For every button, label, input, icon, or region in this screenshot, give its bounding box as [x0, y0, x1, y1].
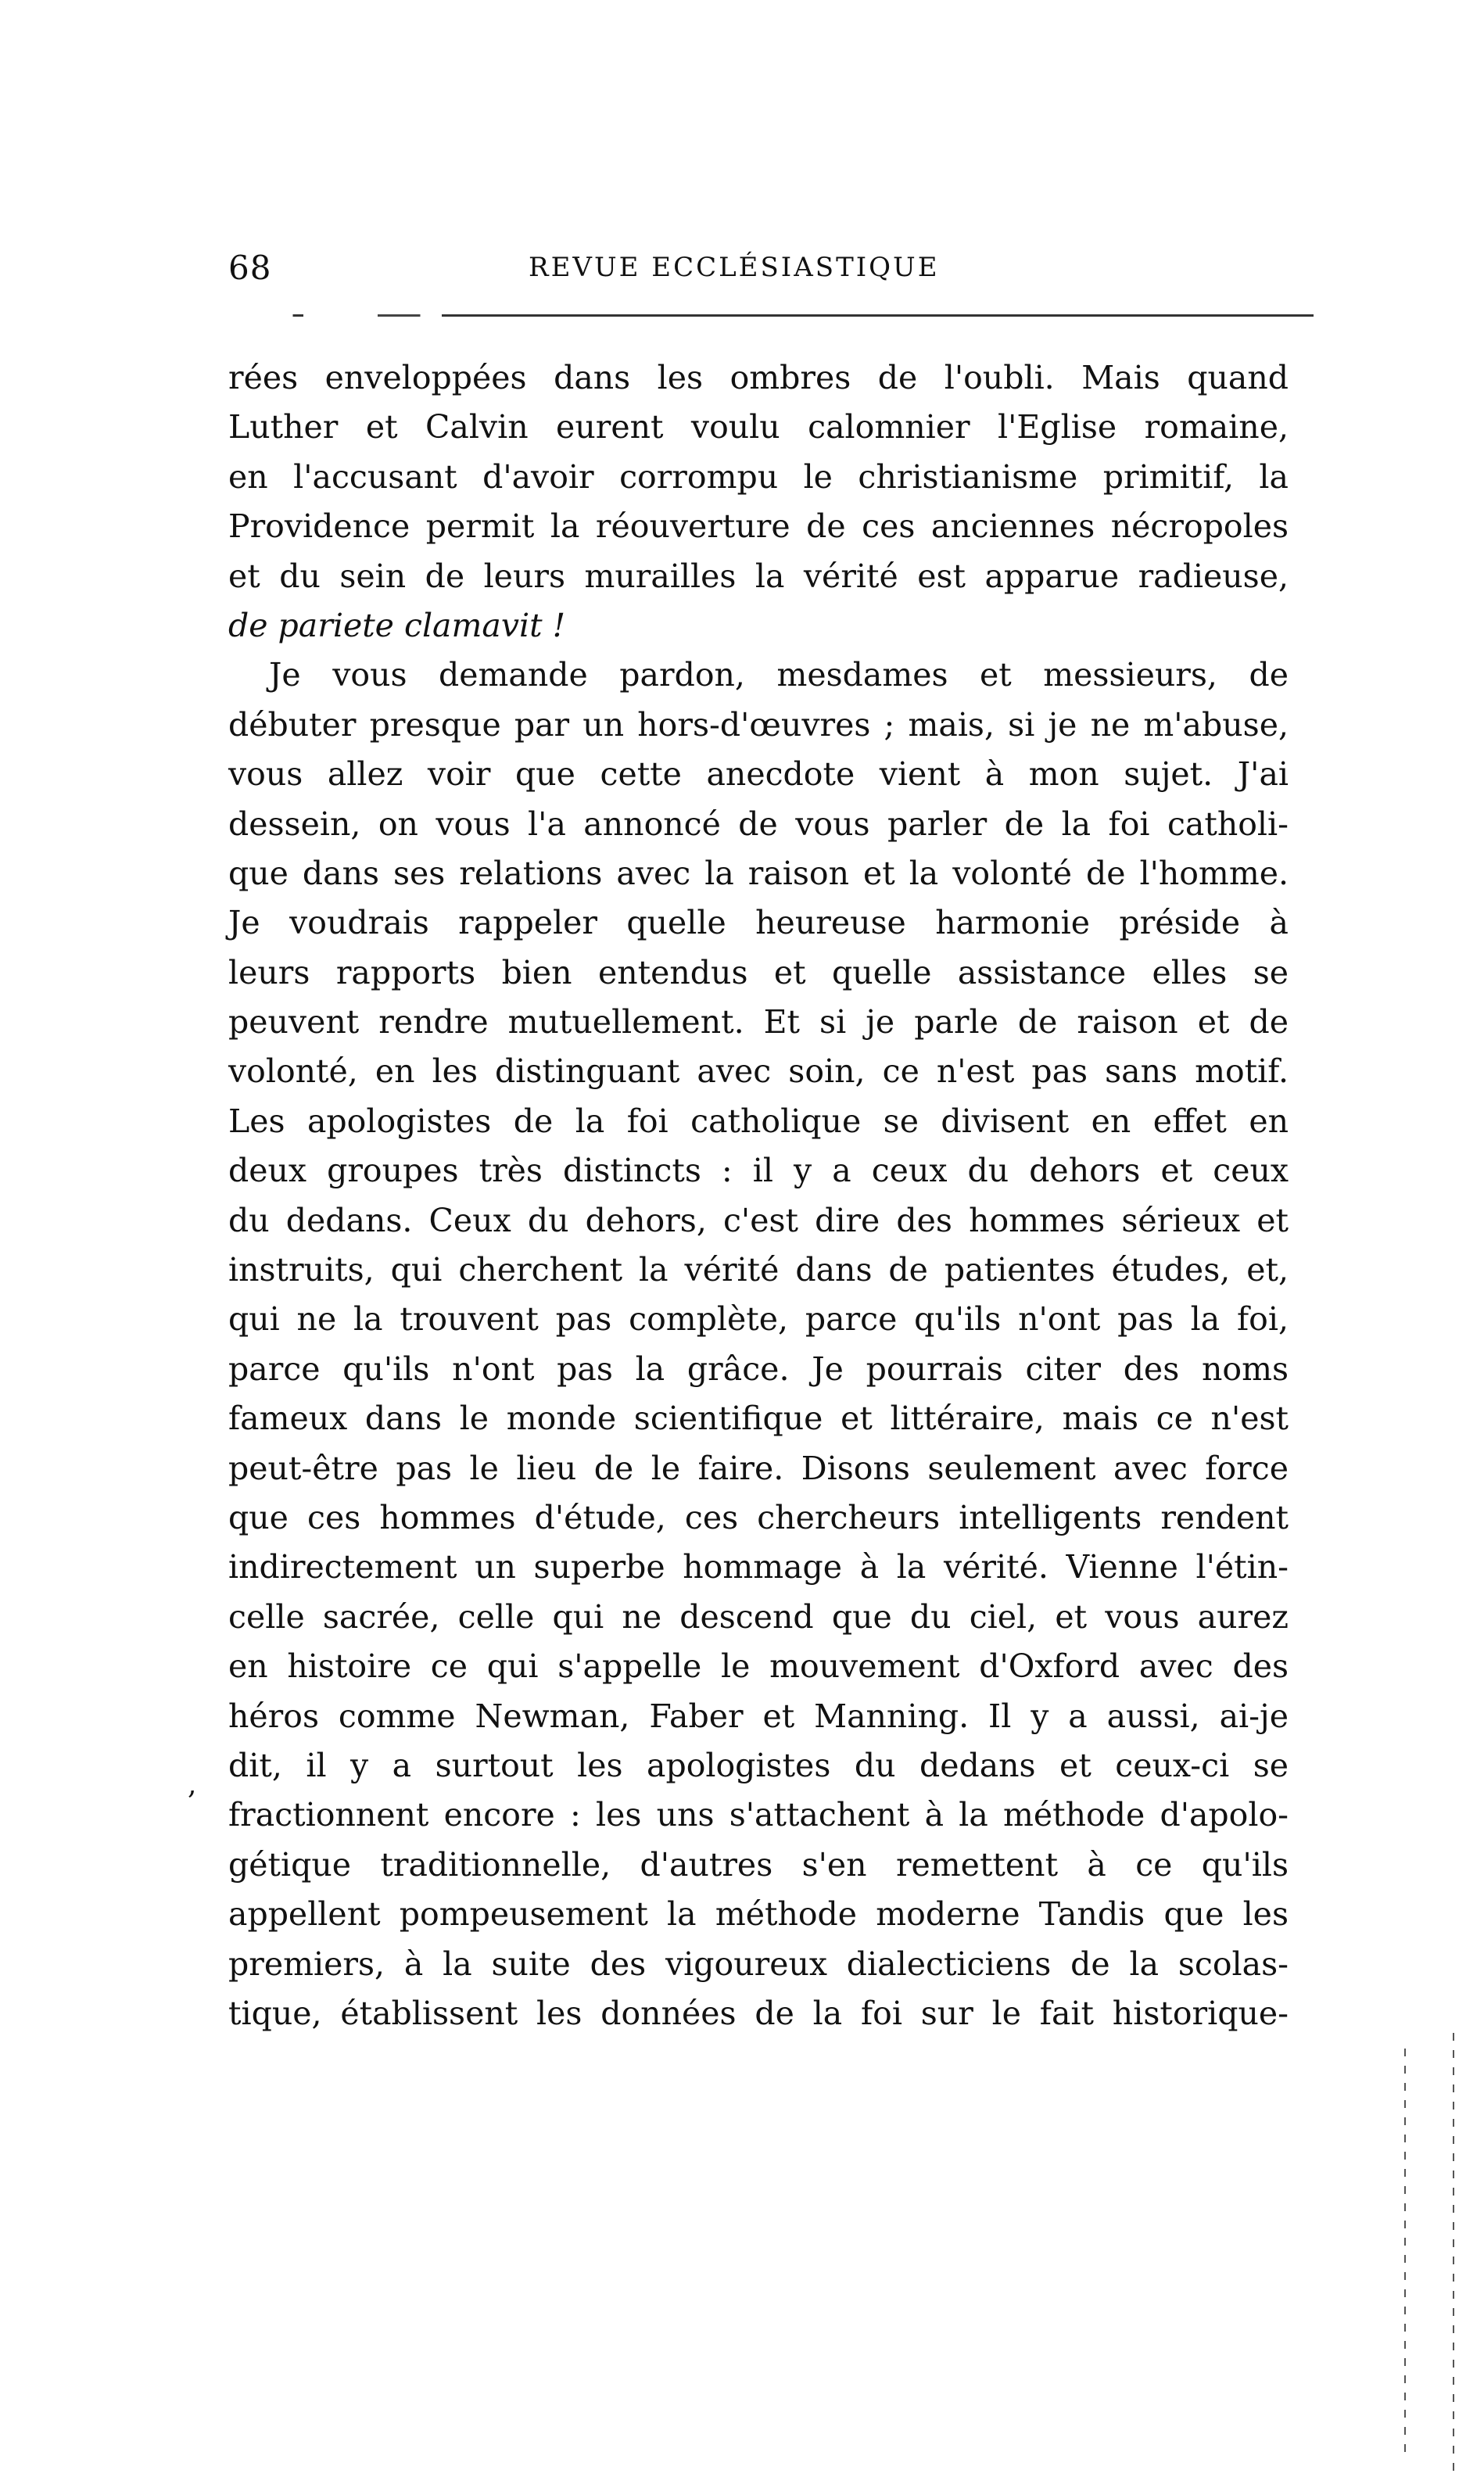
text-line: celle sacrée, celle qui ne descend que du ciel, et vous aurez [228, 1597, 1289, 1636]
binding-gutter-mark [1453, 2033, 1454, 2471]
text-line: indirectement un superbe hommage à la vérité. Vienne l'étin- [228, 1548, 1289, 1586]
text-line: que ces hommes d'étude, ces chercheurs intelligents rendent [228, 1498, 1289, 1536]
text-line: en l'accusant d'avoir corrompu le christianisme primitif, la [228, 457, 1289, 496]
text-line: leurs rapports bien entendus et quelle assistance elles se [228, 953, 1289, 991]
text-line: Providence permit la réouverture de ces anciennes nécropoles [228, 507, 1289, 546]
text-line: Je voudrais rappeler quelle heureuse harmonie préside à [228, 904, 1289, 942]
text-line: que dans ses relations avec la raison et la volonté de l'homme. [228, 854, 1289, 892]
text-line: tique, établissent les données de la foi sur le fait historique- [228, 1994, 1289, 2032]
text-line: dessein, on vous l'a annoncé de vous parler de la foi catholi- [228, 805, 1289, 843]
text-line: Luther et Calvin eurent voulu calomnier l'Eglise romaine, [228, 408, 1289, 446]
body-text [228, 353, 1289, 2038]
text-line: dit, il y a surtout les apologistes du dedans et ceux-ci se [228, 1746, 1289, 1784]
text-line: de pariete clamavit ! [228, 606, 566, 644]
text-line: instruits, qui cherchent la vérité dans de patientes études, et, [228, 1251, 1289, 1289]
header-rule [250, 314, 1314, 317]
text-line: vous allez voir que cette anecdote vient à mon sujet. J'ai [228, 755, 1289, 794]
text-line: peuvent rendre mutuellement. Et si je parle de raison et de [228, 1003, 1289, 1041]
text-line: et du sein de leurs murailles la vérité est apparue radieuse, [228, 557, 1289, 595]
text-line: en histoire ce qui s'appelle le mouvement d'Oxford avec des [228, 1647, 1289, 1686]
text-line: qui ne la trouvent pas complète, parce qu'ils n'ont pas la foi, [228, 1300, 1289, 1339]
text-line: parce qu'ils n'ont pas la grâce. Je pourrais citer des noms [228, 1350, 1289, 1388]
text-line: appellent pompeusement la méthode moderne Tandis que les [228, 1895, 1289, 1934]
text-line: du dedans. Ceux du dehors, c'est dire des hommes sérieux et [228, 1201, 1289, 1239]
text-line: fractionnent encore : les uns s'attachent à la méthode d'apolo- [228, 1796, 1289, 1834]
text-line: débuter presque par un hors-d'œuvres ; mais, si je ne m'abuse, [228, 705, 1289, 744]
text-line: Je vous demande pardon, mesdames et messieurs, de [269, 656, 1289, 694]
running-title: REVUE ECCLÉSIASTIQUE [529, 252, 940, 283]
page-number: 68 [228, 249, 272, 287]
text-line: rées enveloppées dans les ombres de l'oubli. Mais quand [228, 359, 1289, 396]
text-line: fameux dans le monde scientifique et littéraire, mais ce n'est [228, 1400, 1289, 1438]
text-line: premiers, à la suite des vigoureux dialecticiens de la scolas- [228, 1945, 1289, 1983]
text-line: Les apologistes de la foi catholique se divisent en effet en [228, 1102, 1289, 1140]
text-line: peut-être pas le lieu de le faire. Disons seulement avec force [228, 1449, 1289, 1487]
text-line: héros comme Newman, Faber et Manning. Il y a aussi, ai-je [228, 1697, 1289, 1735]
margin-mark: , [188, 1769, 197, 1801]
text-line: volonté, en les distinguant avec soin, ce n'est pas sans motif. [228, 1052, 1289, 1091]
binding-gutter-mark [1404, 2049, 1406, 2455]
text-line: gétique traditionnelle, d'autres s'en remettent à ce qu'ils [228, 1845, 1289, 1884]
text-line: deux groupes très distincts : il y a ceux du dehors et ceux [228, 1152, 1289, 1190]
